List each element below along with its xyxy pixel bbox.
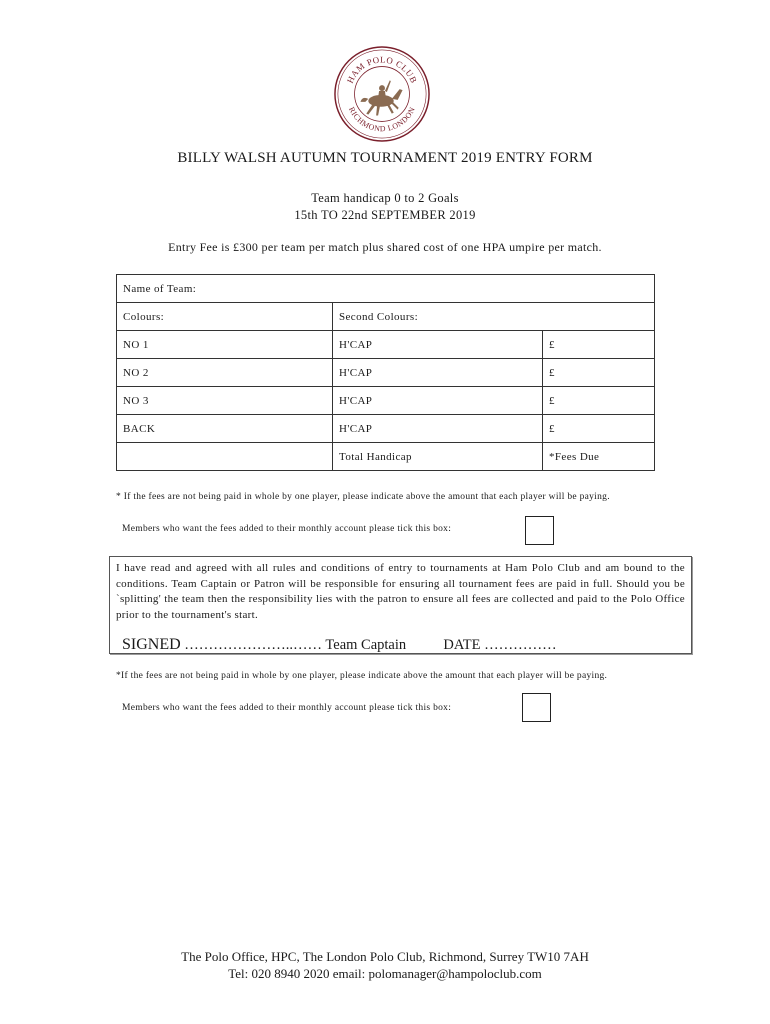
footer-contact: Tel: 020 8940 2020 email: polomanager@hampoloclub.com — [228, 966, 542, 981]
logo-bottom-text: RICHMOND LONDON — [347, 105, 417, 134]
back-player-field[interactable]: BACK — [117, 415, 333, 443]
player-2-hcap-field[interactable]: H'CAP — [333, 359, 543, 387]
entry-fee-text: Entry Fee is £300 per team per match plus shared cost of one HPA umpire per match. — [168, 240, 602, 254]
agreement-box — [109, 556, 692, 654]
svg-text:RICHMOND LONDON — [347, 105, 417, 133]
player-1-hcap-field[interactable]: H'CAP — [333, 331, 543, 359]
player-1-fee-field[interactable]: £ — [543, 331, 655, 359]
total-handicap-field[interactable]: Total Handicap — [333, 443, 543, 471]
team-entry-table — [116, 274, 655, 471]
svg-text:HAM POLO CLUB — [345, 55, 419, 85]
team-handicap-subtitle: Team handicap 0 to 2 Goals — [311, 191, 459, 205]
colours-field[interactable]: Colours: — [117, 303, 333, 331]
team-captain-label: Team Captain — [325, 637, 407, 653]
totals-empty-cell — [117, 443, 333, 471]
table-row-player-1 — [117, 331, 655, 359]
split-fees-note: * If the fees are not being paid in whole by one player, please indicate above the amount that each player will be paying. — [116, 492, 610, 502]
player-3-fee-field[interactable]: £ — [543, 387, 655, 415]
signature-line — [122, 636, 557, 654]
polo-horse-icon — [360, 80, 402, 115]
player-3-field[interactable]: NO 3 — [117, 387, 333, 415]
fees-due-field[interactable]: *Fees Due — [543, 443, 655, 471]
monthly-account-checkbox-2[interactable] — [522, 693, 551, 722]
footer-address: The Polo Office, HPC, The London Polo Club, Richmond, Surrey TW10 7AH — [181, 949, 589, 964]
table-row-colours — [117, 303, 655, 331]
club-logo — [333, 45, 431, 143]
split-fees-note-2: *If the fees are not being paid in whole by one player, please indicate above the amount that each player will be paying. — [116, 671, 608, 681]
logo-top-text: HAM POLO CLUB — [344, 54, 420, 85]
player-3-hcap-field[interactable]: H'CAP — [333, 387, 543, 415]
form-title: BILLY WALSH AUTUMN TOURNAMENT 2019 ENTRY FORM — [177, 150, 593, 166]
table-row-back — [117, 415, 655, 443]
signature-field[interactable]: …………………..…… — [184, 637, 323, 653]
player-2-fee-field[interactable]: £ — [543, 359, 655, 387]
back-fee-field[interactable]: £ — [543, 415, 655, 443]
monthly-account-tick-label: Members who want the fees added to their monthly account please tick this box: — [122, 524, 452, 534]
tournament-dates: 15th TO 22nd SEPTEMBER 2019 — [294, 208, 476, 222]
monthly-account-tick-label-2: Members who want the fees added to their monthly account please tick this box: — [122, 703, 452, 713]
player-1-field[interactable]: NO 1 — [117, 331, 333, 359]
second-colours-field[interactable]: Second Colours: — [333, 303, 655, 331]
table-row-player-3 — [117, 387, 655, 415]
monthly-account-checkbox[interactable] — [525, 516, 554, 545]
table-row-totals — [117, 443, 655, 471]
agreement-text: I have read and agreed with all rules and conditions of entry to tournaments at Ham Polo Club and am bound to the conditions. Team Captain or Patron will be responsible for ensuring all tournament fees are paid in full. Should you be `splitting' the team then the responsibility lies with the patron to ensure all fees are collected and paid to the Polo Office prior to the tournament's start. — [116, 562, 685, 621]
date-label: DATE — [443, 637, 481, 653]
date-field[interactable]: …………… — [484, 637, 557, 653]
table-row-player-2 — [117, 359, 655, 387]
table-row-team-name — [117, 275, 655, 303]
signed-label: SIGNED — [122, 636, 181, 653]
team-name-field[interactable]: Name of Team: — [117, 275, 655, 303]
player-2-field[interactable]: NO 2 — [117, 359, 333, 387]
back-hcap-field[interactable]: H'CAP — [333, 415, 543, 443]
